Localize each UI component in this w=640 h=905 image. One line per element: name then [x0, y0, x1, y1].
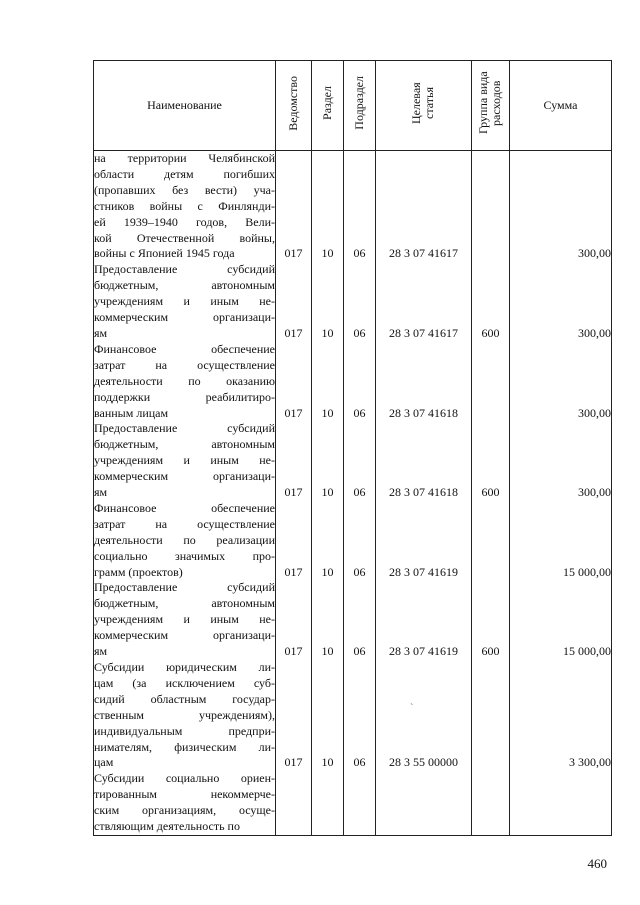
ved-cell: 017 [276, 342, 312, 422]
name-line: Предоставление субсидий [94, 421, 275, 436]
name-line: деятельности по реализации [94, 532, 275, 547]
row-name-cell [94, 580, 276, 660]
article-cell: 28 3 07 41618 [376, 342, 472, 422]
name-line: войны с Японией 1945 года [94, 246, 235, 261]
razdel-cell: 10 [312, 660, 344, 771]
name-line: ствляющим деятельность по [94, 819, 240, 834]
page-number: 460 [587, 856, 607, 871]
sum-cell: 3 300,00 [510, 660, 612, 771]
table-header-row [94, 61, 612, 151]
row-name-cell [94, 342, 276, 422]
sum-cell: 15 000,00 [510, 580, 612, 660]
article-cell [376, 771, 472, 835]
name-line: сидий областным государ- [94, 691, 275, 706]
name-line: учреждениям и иным не- [94, 612, 275, 627]
ved-cell: 017 [276, 151, 312, 263]
group-cell: 600 [472, 580, 510, 660]
podrazdel-cell: 06 [344, 501, 376, 581]
article-cell: 28 3 07 41617 [376, 262, 472, 342]
group-cell [472, 660, 510, 771]
razdel-cell: 10 [312, 580, 344, 660]
col-header-vedomstvo: Ведомство [276, 61, 312, 151]
name-line: ским организациям, осуще- [94, 803, 275, 818]
name-line: ям [94, 325, 108, 340]
ved-cell: 017 [276, 501, 312, 581]
name-line: Предоставление субсидий [94, 262, 275, 277]
podrazdel-cell [344, 771, 376, 835]
table-row [94, 342, 612, 422]
razdel-cell: 10 [312, 342, 344, 422]
group-cell [472, 342, 510, 422]
name-line: бюджетным, автономным [94, 437, 275, 452]
col-header-razdel: Раздел [312, 61, 344, 151]
article-cell: 28 3 07 41619 [376, 501, 472, 581]
group-cell: 600 [472, 262, 510, 342]
col-header-group: Группа вида расходов [472, 61, 510, 151]
ved-cell: 017 [276, 660, 312, 771]
group-cell [472, 501, 510, 581]
name-line: коммерческим организаци- [94, 628, 275, 643]
table-row [94, 151, 612, 263]
name-line: Финансовое обеспечение [94, 341, 275, 356]
sum-cell: 300,00 [510, 151, 612, 263]
table-row [94, 421, 612, 501]
stray-mark: ` [410, 703, 414, 714]
article-cell: 28 3 07 41619 [376, 580, 472, 660]
name-line: ям [94, 644, 108, 659]
podrazdel-cell: 06 [344, 580, 376, 660]
budget-table [93, 60, 612, 836]
name-line: цам [94, 755, 114, 770]
name-line: стников войны с Финлянди- [94, 198, 275, 213]
sum-cell: 300,00 [510, 342, 612, 422]
ved-cell: 017 [276, 580, 312, 660]
article-cell: 28 3 55 00000 [376, 660, 472, 771]
article-cell: 28 3 07 41618 [376, 421, 472, 501]
row-name-cell [94, 501, 276, 581]
name-line: на территории Челябинской [94, 151, 275, 165]
name-line: коммерческим организаци- [94, 469, 275, 484]
name-line: Субсидии социально ориен- [94, 771, 275, 786]
group-cell [472, 151, 510, 263]
name-line: затрат на осуществление [94, 357, 275, 372]
name-line: учреждениям и иным не- [94, 294, 275, 309]
name-line: области детям погибших [94, 166, 275, 181]
ved-cell [276, 771, 312, 835]
name-line: индивидуальным предпри- [94, 723, 275, 738]
name-line: Предоставление субсидий [94, 580, 275, 595]
podrazdel-cell: 06 [344, 262, 376, 342]
podrazdel-cell: 06 [344, 342, 376, 422]
name-line: грамм (проектов) [94, 564, 183, 579]
row-name-cell [94, 660, 276, 771]
group-cell [472, 771, 510, 835]
name-line: бюджетным, автономным [94, 278, 275, 293]
sum-cell: 300,00 [510, 421, 612, 501]
row-name-cell [94, 421, 276, 501]
name-line: ственным учреждениям), [94, 707, 275, 722]
name-line: тированным некоммерче- [94, 787, 275, 802]
row-name-cell [94, 771, 276, 835]
table-row [94, 660, 612, 771]
name-line: ванным лицам [94, 405, 169, 420]
name-line: затрат на осуществление [94, 516, 275, 531]
ved-cell: 017 [276, 421, 312, 501]
razdel-cell: 10 [312, 262, 344, 342]
ved-cell: 017 [276, 262, 312, 342]
podrazdel-cell: 06 [344, 151, 376, 263]
name-line: коммерческим организаци- [94, 310, 275, 325]
name-line: цам (за исключением суб- [94, 675, 275, 690]
table-row [94, 262, 612, 342]
name-line: учреждениям и иным не- [94, 453, 275, 468]
table-row [94, 771, 612, 835]
row-name-cell [94, 151, 276, 263]
name-line: (пропавших без вести) уча- [94, 182, 275, 197]
name-line: Финансовое обеспечение [94, 500, 275, 515]
podrazdel-cell: 06 [344, 660, 376, 771]
col-header-sum: Сумма [510, 61, 612, 151]
podrazdel-cell: 06 [344, 421, 376, 501]
sum-cell: 15 000,00 [510, 501, 612, 581]
col-header-name: Наименование [94, 61, 276, 151]
col-header-podrazdel: Подраздел [344, 61, 376, 151]
name-line: деятельности по оказанию [94, 373, 275, 388]
razdel-cell: 10 [312, 501, 344, 581]
name-line: нимателям, физическим ли- [94, 739, 275, 754]
razdel-cell: 10 [312, 151, 344, 263]
sum-cell: 300,00 [510, 262, 612, 342]
table-row [94, 580, 612, 660]
table-row [94, 501, 612, 581]
name-line: ей 1939–1940 годов, Вели- [94, 214, 275, 229]
name-line: кой Отечественной войны, [94, 230, 275, 245]
razdel-cell: 10 [312, 421, 344, 501]
col-header-article: Целевая статья [376, 61, 472, 151]
name-line: ям [94, 485, 108, 500]
name-line: Субсидии юридическим ли- [94, 660, 275, 674]
name-line: поддержки реабилитиро- [94, 389, 275, 404]
sum-cell [510, 771, 612, 835]
row-name-cell [94, 262, 276, 342]
group-cell: 600 [472, 421, 510, 501]
article-cell: 28 3 07 41617 [376, 151, 472, 263]
razdel-cell [312, 771, 344, 835]
name-line: социально значимых про- [94, 548, 275, 563]
name-line: бюджетным, автономным [94, 596, 275, 611]
